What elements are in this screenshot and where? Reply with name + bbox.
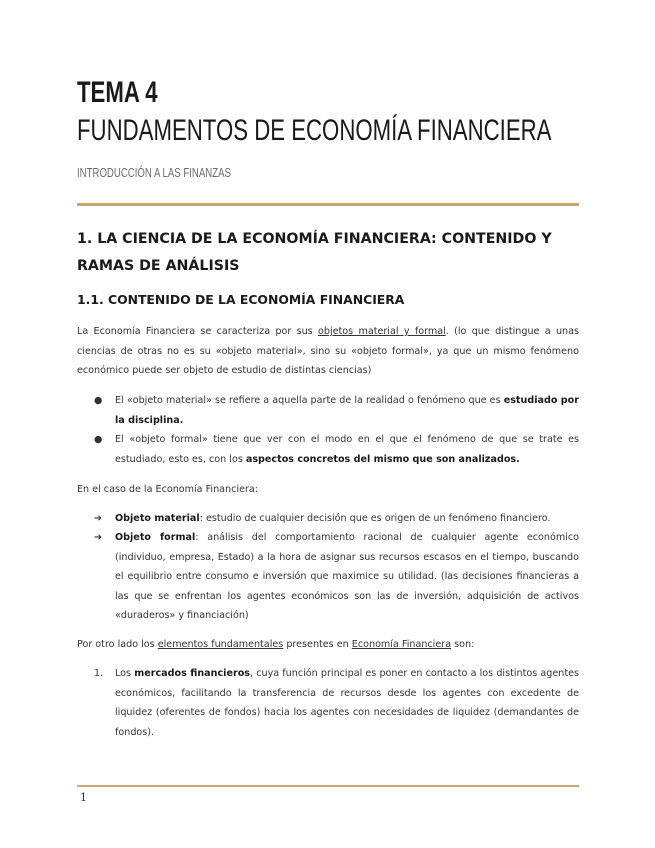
text-run: El «objeto formal» tiene que ver con el modo en el que el fenómeno de que se trate es estudiado, esto es, con los bbox=[115, 434, 579, 465]
paragraph-objetos bbox=[77, 322, 579, 381]
list-item bbox=[77, 509, 579, 529]
text-run: . (lo que distingue a unas ciencias de otras no es su «objeto material», sino su «objeto formal», ya que un mismo fenómeno económico puede ser objeto de estudio de distintas ciencias) bbox=[77, 326, 579, 377]
list-item-text bbox=[115, 430, 579, 469]
text-run: : análisis del comportamiento racional de cualquier agente económico (individuo, empresa, Estado) a la hora de asignar sus recursos escasos en el tiempo, buscando el equilibrio entre consumo e inversión que maximice su utilidad. (las decisiones financieras a las que se enfrentan los agentes económicos son las de inversión, adquisición de activos «duraderos» y financiación) bbox=[115, 532, 579, 622]
list-item-text bbox=[115, 664, 579, 742]
list-item-text bbox=[115, 391, 579, 430]
underlined-term: objetos material y formal bbox=[318, 326, 446, 337]
arrow-right-icon: ➔ bbox=[94, 513, 103, 524]
underlined-term: Economía Financiera bbox=[351, 639, 452, 650]
list-item-text bbox=[115, 509, 579, 529]
text-run: La Economía Financiera se caracteriza por sus bbox=[77, 326, 318, 337]
bold-term: Objeto material bbox=[115, 513, 200, 524]
arrow-right-icon: ➔ bbox=[94, 532, 103, 543]
document-title: FUNDAMENTOS DE ECONOMÍA FINANCIERA bbox=[77, 114, 552, 147]
underlined-term: elementos fundamentales bbox=[157, 639, 284, 650]
text-run: presentes en bbox=[283, 639, 352, 650]
text-run: son: bbox=[451, 639, 475, 650]
page-number: 1 bbox=[80, 791, 87, 804]
footer-divider bbox=[77, 785, 579, 787]
bold-term: aspectos concretos del mismo que son analizados. bbox=[245, 453, 520, 465]
list-item-text bbox=[115, 528, 579, 626]
text-run: Los bbox=[115, 668, 135, 679]
text-run: , cuya función principal es poner en contacto a los distintos agentes económicos, facilitando la transferencia de recursos desde los agentes con excedente de liquidez (oferentes de fondos) hacia los agentes con necesidades de liquidez (demandantes de fondos). bbox=[115, 668, 580, 738]
paragraph-caso: En el caso de la Economía Financiera: bbox=[77, 484, 259, 495]
bold-term: estudiado por la disciplina. bbox=[115, 395, 579, 426]
chapter-label: TEMA 4 bbox=[77, 76, 158, 109]
document-subtitle: INTRODUCCIÓN A LAS FINANZAS bbox=[77, 165, 231, 180]
subsection-heading: 1.1. CONTENIDO DE LA ECONOMÍA FINANCIERA bbox=[77, 292, 405, 307]
list-item bbox=[77, 430, 579, 470]
text-run: : estudio de cualquier decisión que es origen de un fenómeno financiero. bbox=[199, 513, 551, 524]
numbered-list-item bbox=[77, 664, 579, 744]
list-item bbox=[77, 391, 579, 431]
list-number: 1. bbox=[94, 668, 104, 679]
bold-term: mercados financieros bbox=[134, 668, 250, 679]
text-run: El «objeto material» se refiere a aquella parte de la realidad o fenómeno que es bbox=[115, 395, 504, 406]
bullet-icon: ● bbox=[94, 395, 103, 406]
list-item bbox=[77, 528, 579, 628]
bullet-icon: ● bbox=[94, 434, 103, 445]
section-heading: 1. LA CIENCIA DE LA ECONOMÍA FINANCIERA: CONTENIDO Y RAMAS DE ANÁLISIS bbox=[77, 231, 552, 274]
header-divider bbox=[77, 203, 579, 206]
bold-term: Objeto formal bbox=[115, 532, 196, 543]
paragraph-elementos bbox=[77, 635, 579, 655]
text-run: Por otro lado los bbox=[77, 639, 158, 650]
